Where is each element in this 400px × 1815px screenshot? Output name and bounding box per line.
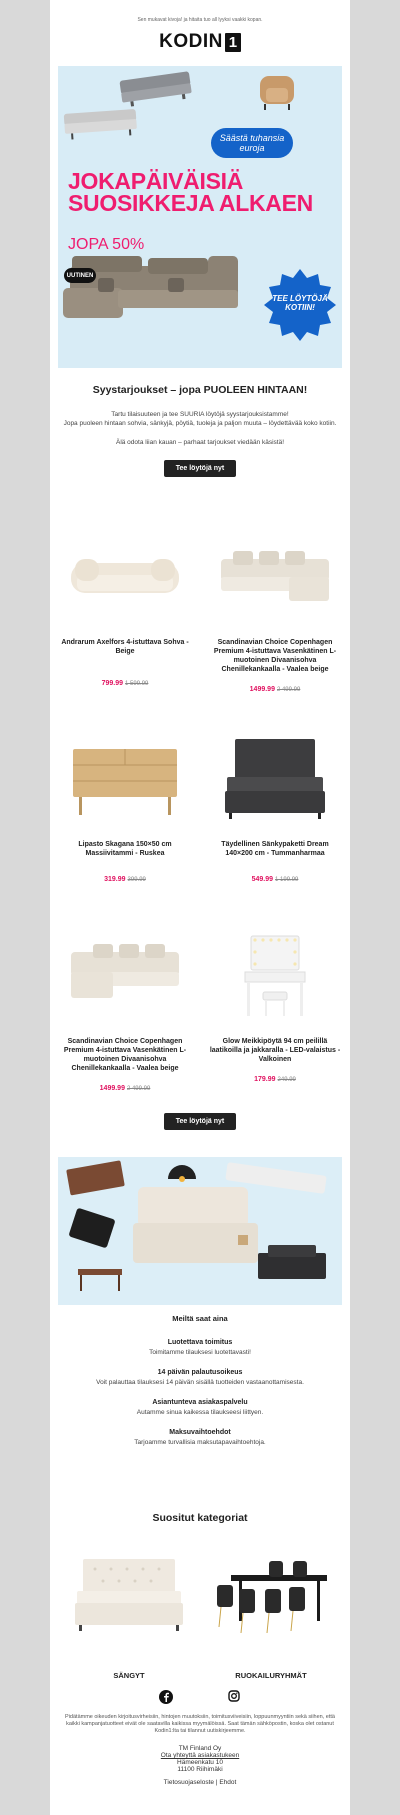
price-previous: 399.99 <box>127 877 146 883</box>
benefit-title: Maksuvaihtoehdot <box>169 1429 231 1436</box>
categories-heading-wrap <box>58 1512 342 1524</box>
category-label: RUOKAILURYHMÄT <box>235 1671 307 1680</box>
product-price <box>208 1076 342 1083</box>
hero-illustration <box>58 66 342 368</box>
instagram-icon[interactable] <box>227 1689 241 1703</box>
product-name: Andrarum Axelfors 4-istuttava Sohva - Beige <box>61 639 189 655</box>
hero-subtitle: JOPA 50% <box>68 236 145 253</box>
products-cta <box>58 1110 342 1130</box>
preheader-text: Sen mukavat kivoja! ja hitaita tuo all lyyksi vaakki kopan. <box>137 17 263 23</box>
brand-name: KODIN <box>159 31 223 52</box>
product-card[interactable] <box>208 735 342 883</box>
price-previous: 249.99 <box>277 1077 296 1083</box>
benefits-section <box>58 1314 342 1447</box>
starburst-text: TEE LÖYTÖJÄ KOTIIN! <box>272 294 328 312</box>
benefit-text: Tarjoamme turvallisia maksutapavaihtoehtoja. <box>134 1439 266 1446</box>
price-current: 1499.99 <box>99 1085 125 1092</box>
hero-banner[interactable] <box>58 66 342 368</box>
new-badge: UUTINEN <box>64 268 96 283</box>
product-price <box>58 876 192 883</box>
intro-heading: Syystarjoukset – jopa PUOLEEN HINTAAN! <box>92 384 308 396</box>
footer-city: 11100 Riihimäki <box>177 1766 223 1773</box>
contact-support-link[interactable]: Ota yhteyttä asiakastukeen <box>160 1752 240 1759</box>
furniture-collage[interactable] <box>58 1157 342 1305</box>
product-name: Lipasto Skagana 150×50 cm Massiivitammi - Ruskea <box>78 841 172 857</box>
price-current: 549.99 <box>251 876 274 883</box>
terms-link[interactable]: Ehdot <box>219 1779 237 1786</box>
intro-paragraph-1: Tartu tilaisuuteen ja tee SUURIA löytöjä syystarjouksistamme! <box>111 411 289 418</box>
price-previous: 2 499.99 <box>126 1086 151 1092</box>
price-current: 319.99 <box>104 876 126 883</box>
product-name: Scandinavian Choice Copenhagen Premium 4-istuttava Vasenkätinen L-muotoinen Divaanisohva Chenillekankaalla - Vaalea beige <box>63 1038 187 1072</box>
product-card[interactable] <box>208 533 342 693</box>
product-image <box>63 533 187 623</box>
product-name: Scandinavian Choice Copenhagen Premium 4-istuttava Vasenkätinen L-muotoinen Divaanisohva Chenillekankaalla - Vaalea beige <box>213 639 337 673</box>
footer-disclaimer: Pidätämme oikeuden kirjoitusvirheisiin, hintojen muutoksiin, toimitusviiveisiin, loppuunmyyntiin sekä siihen, että kaikki kampanjatuotteet eivät ole saatavilla kaikissa myymälöissä. Saat tämän sähköpostin, koska olet ostanut Kodin1:lta tai tilannut uutiskirjeemme. <box>65 1714 335 1734</box>
footer-separator: | <box>215 1779 218 1786</box>
shop-now-button[interactable]: Tee löytöjä nyt <box>164 460 237 477</box>
benefit-title: Asiantunteva asiakaspalvelu <box>152 1399 248 1406</box>
category-card-beds[interactable] <box>62 1540 196 1680</box>
category-label: SÄNGYT <box>113 1671 145 1680</box>
benefit-text: Autamme sinua kaikessa tilaukseesi liittyen. <box>136 1409 264 1416</box>
product-card[interactable] <box>208 932 342 1083</box>
price-current: 799.99 <box>101 680 124 687</box>
social-links <box>58 1689 342 1707</box>
intro-section <box>58 384 342 477</box>
category-card-dining[interactable] <box>204 1540 338 1680</box>
benefit-title: 14 päivän palautusoikeus <box>157 1369 243 1376</box>
collage-image <box>58 1157 342 1305</box>
benefit-text: Voit palauttaa tilauksesi 14 päivän sisällä tuotteiden vastaanottamisesta. <box>96 1379 304 1386</box>
hero-title: JOKAPÄIVÄISIÄ SUOSIKKEJA ALKAEN <box>68 168 313 216</box>
price-current: 1499.99 <box>249 686 275 693</box>
price-previous: 1 199.99 <box>275 877 299 883</box>
product-price <box>58 1085 192 1092</box>
price-previous: 2 499.99 <box>276 687 301 693</box>
product-price <box>58 680 192 687</box>
product-name: Täydellinen Sänkypaketti Dream 140×200 cm - Tummanharmaa <box>221 841 329 857</box>
shop-now-button-2[interactable]: Tee löytöjä nyt <box>164 1113 237 1130</box>
product-card[interactable] <box>58 932 192 1092</box>
benefit-text: Toimitamme tilauksesi luotettavasti! <box>149 1349 251 1356</box>
privacy-link[interactable]: Tietosuojaseloste <box>163 1779 214 1786</box>
product-image <box>63 735 187 825</box>
product-image <box>213 735 337 825</box>
intro-paragraph-3: Älä odota liian kauan – parhaat tarjoukset viedään käsistä! <box>115 439 285 446</box>
footer-links <box>64 1779 336 1786</box>
brand-number: 1 <box>225 33 241 52</box>
product-image <box>213 533 337 623</box>
benefit-title: Luotettava toimitus <box>167 1339 233 1346</box>
email-body <box>50 0 350 1815</box>
product-price <box>208 876 342 883</box>
product-image <box>213 932 337 1022</box>
price-previous: 1 599.99 <box>125 681 149 687</box>
product-price <box>208 686 342 693</box>
categories-heading: Suositut kategoriat <box>152 1512 248 1524</box>
intro-paragraph-2: Jopa puoleen hintaan sohvia, sänkyjä, pöytiä, tuoleja ja paljon muuta – löydettävää koko kotiin. <box>63 420 337 427</box>
brand-logo[interactable] <box>50 31 350 53</box>
facebook-icon[interactable] <box>159 1690 173 1704</box>
footer-street: Hämeenkatu 10 <box>177 1759 223 1766</box>
category-image <box>67 1540 191 1652</box>
product-card[interactable] <box>58 735 192 883</box>
footer <box>64 1714 336 1786</box>
product-image <box>63 932 187 1022</box>
price-current: 179.99 <box>254 1076 276 1083</box>
benefits-heading: Meiltä saat aina <box>172 1314 228 1323</box>
product-name: Glow Meikkipöytä 94 cm peilillä laatikoilla ja jakkaralla - LED-valaistus - Valkoinen <box>209 1038 341 1063</box>
footer-company: TM Finland Oy <box>178 1745 222 1752</box>
product-card[interactable] <box>58 533 192 687</box>
savings-bubble: Säästä tuhansia euroja <box>211 128 293 158</box>
category-image <box>209 1540 333 1652</box>
